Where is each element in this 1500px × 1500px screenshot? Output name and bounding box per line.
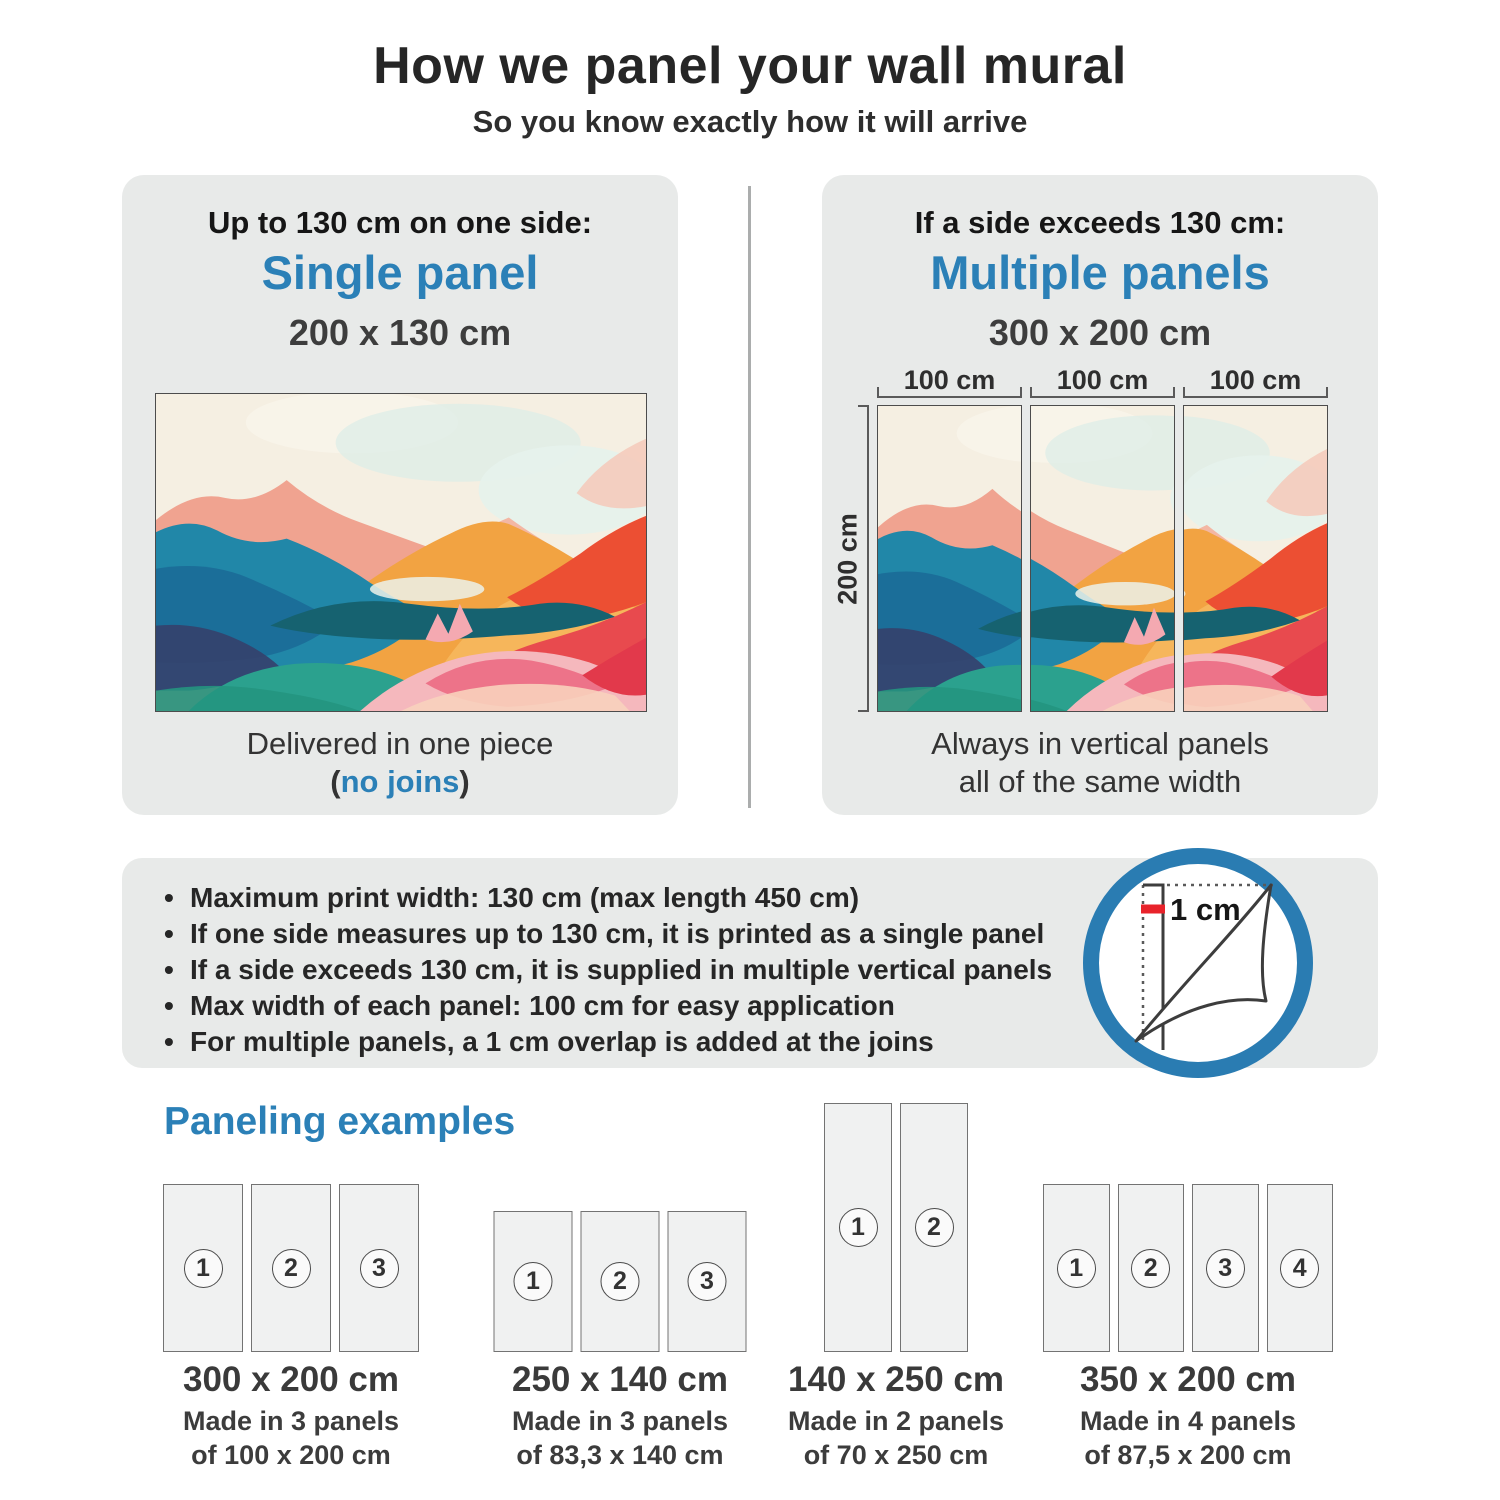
paren-open: ( (330, 764, 341, 799)
width-label-1: 100 cm (903, 365, 996, 395)
example-panel (1267, 1184, 1334, 1352)
example-panels (494, 1211, 747, 1352)
paneling-example (121, 1100, 461, 1480)
mural-slice-1 (877, 405, 1022, 712)
example-panels (1043, 1184, 1333, 1352)
panel-number-badge: 3 (360, 1249, 399, 1288)
example-detail-line2: of 83,3 x 140 cm (516, 1440, 724, 1470)
multiple-panels-footer-line1: Always in vertical panels (931, 726, 1269, 761)
single-panel-card (122, 175, 678, 815)
example-panel (494, 1211, 573, 1352)
example-panels (163, 1184, 419, 1352)
overlap-size-label: 1 cm (1170, 892, 1241, 927)
note-item: • For multiple panels, a 1 cm overlap is added at the joins (162, 1024, 1082, 1060)
example-panel (1192, 1184, 1259, 1352)
example-panel (824, 1103, 892, 1352)
overlap-page-curl-icon (1073, 838, 1323, 1088)
panel-number-badge: 4 (1280, 1249, 1319, 1288)
note-item: • If a side exceeds 130 cm, it is supplied in multiple vertical panels (162, 952, 1082, 988)
example-detail-line1: Made in 4 panels (1079, 1406, 1297, 1436)
example-size-label: 140 x 250 cm (787, 1360, 1004, 1399)
page-subtitle: So you know exactly how it will arrive (472, 104, 1028, 139)
example-panels (824, 1103, 968, 1352)
notes-list (162, 880, 1082, 1060)
mural-slice-2 (1030, 405, 1175, 712)
example-size-label: 300 x 200 cm (182, 1360, 399, 1399)
note-item: • If one side measures up to 130 cm, it is printed as a single panel (162, 916, 1082, 952)
panel-number-badge: 3 (1206, 1249, 1245, 1288)
panel-number-badge: 1 (839, 1208, 878, 1247)
no-joins-highlight: no joins (340, 764, 460, 799)
panel-number-badge: 1 (514, 1262, 553, 1301)
width-label-3: 100 cm (1209, 365, 1302, 395)
multiple-panels-footer-line2: all of the same width (958, 764, 1242, 799)
multiple-panels-heading: Multiple panels (930, 246, 1270, 299)
example-panel (1118, 1184, 1185, 1352)
note-item: • Maximum print width: 130 cm (max length 450 cm) (162, 880, 1082, 916)
multiple-panels-size: 300 x 200 cm (988, 312, 1212, 353)
single-panel-footer-line1: Delivered in one piece (246, 726, 554, 761)
single-panel-heading: Single panel (261, 246, 539, 299)
example-detail-line1: Made in 2 panels (787, 1406, 1005, 1436)
example-detail-line2: of 100 x 200 cm (191, 1440, 391, 1470)
paneling-example (726, 1100, 1066, 1480)
single-panel-condition: Up to 130 cm on one side: (207, 205, 593, 240)
page-title: How we panel your wall mural (373, 37, 1127, 95)
single-panel-footer-line2 (122, 763, 678, 801)
panel-number-badge: 2 (272, 1249, 311, 1288)
mural-slice-3 (1183, 405, 1328, 712)
width-label-2: 100 cm (1056, 365, 1149, 395)
example-detail-line2: of 70 x 250 cm (803, 1440, 989, 1470)
examples-heading: Paneling examples (164, 1100, 516, 1143)
panel-number-badge: 2 (1131, 1249, 1170, 1288)
panel-number-badge: 2 (915, 1208, 954, 1247)
height-label: 200 cm (832, 513, 863, 605)
panel-number-badge: 2 (601, 1262, 640, 1301)
example-panel (339, 1184, 419, 1352)
example-panel (1043, 1184, 1110, 1352)
mural-preview-single (155, 393, 647, 712)
example-detail-line2: of 87,5 x 200 cm (1084, 1440, 1292, 1470)
paneling-example (1018, 1100, 1358, 1480)
panel-number-badge: 3 (688, 1262, 727, 1301)
note-item: • Max width of each panel: 100 cm for easy application (162, 988, 1082, 1024)
example-panel (251, 1184, 331, 1352)
example-size-label: 250 x 140 cm (511, 1360, 728, 1399)
single-panel-size: 200 x 130 cm (288, 312, 512, 353)
card-divider (748, 186, 751, 808)
paren-close: ) (459, 764, 470, 799)
panel-number-badge: 1 (1057, 1249, 1096, 1288)
panel-number-badge: 1 (184, 1249, 223, 1288)
mural-preview-sliced (877, 405, 1328, 712)
multiple-panels-condition: If a side exceeds 130 cm: (914, 205, 1286, 240)
single-panel-footer (122, 725, 678, 801)
multiple-panels-card (822, 175, 1378, 815)
example-size-label: 350 x 200 cm (1079, 1360, 1296, 1399)
multiple-panels-footer (822, 725, 1378, 801)
example-panel (163, 1184, 243, 1352)
example-panel (581, 1211, 660, 1352)
example-panel (900, 1103, 968, 1352)
example-detail-line1: Made in 3 panels (511, 1406, 729, 1436)
example-detail-line1: Made in 3 panels (182, 1406, 400, 1436)
